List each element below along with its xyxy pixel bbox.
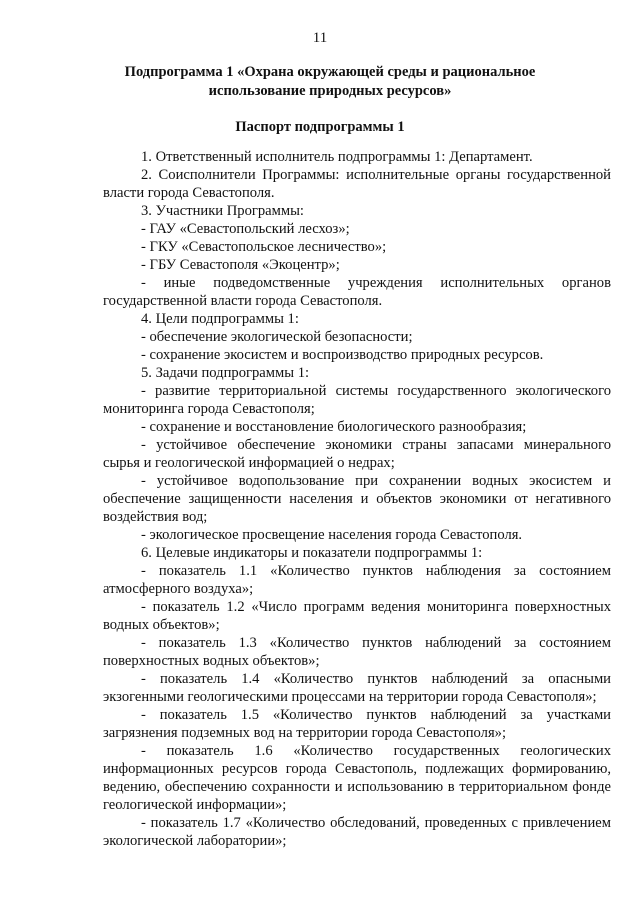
list-item: - сохранение и восстановление биологического разнообразия; <box>141 419 527 435</box>
section-heading: Паспорт подпрограммы 1 <box>235 119 405 135</box>
title-line-1: Подпрограмма 1 «Охрана окружающей среды и рациональное <box>124 64 536 80</box>
page-number: 11 <box>312 30 328 46</box>
indicator-item: - показатель 1.3 «Количество пунктов наблюдений за состоянием поверхностных водных объектов»; <box>103 635 611 669</box>
indicator-item: - показатель 1.6 «Количество государственных геологических информационных ресурсов города Севастополь, подлежащих формированию, ведению, обеспечению сохранности и использованию в территориальном фонде геологической информации»; <box>103 743 611 813</box>
document-title <box>60 63 600 101</box>
list-item: - сохранение экосистем и воспроизводство природных ресурсов. <box>141 347 544 363</box>
list-item: - иные подведомственные учреждения исполнительных органов государственной власти города Севастополя. <box>103 275 611 309</box>
list-item: - экологическое просвещение населения города Севастополя. <box>141 527 523 543</box>
paragraph: 3. Участники Программы: <box>141 203 304 219</box>
list-item: - обеспечение экологической безопасности; <box>141 329 413 345</box>
indicator-item: - показатель 1.1 «Количество пунктов наблюдения за состоянием атмосферного воздуха»; <box>103 563 611 597</box>
title-line-2: использование природных ресурсов» <box>208 83 452 99</box>
indicator-item: - показатель 1.5 «Количество пунктов наблюдений за участками загрязнения подземных вод на территории города Севастополя»; <box>103 707 611 741</box>
list-item: - ГКУ «Севастопольское лесничество»; <box>141 239 387 255</box>
list-item: - ГАУ «Севастопольский лесхоз»; <box>141 221 350 237</box>
paragraph: 2. Соисполнители Программы: исполнительные органы государственной власти города Севастополя. <box>103 167 611 201</box>
list-item: - устойчивое водопользование при сохранении водных экосистем и обеспечение защищенности населения и объектов экономики от негативного воздействия вод; <box>103 473 611 525</box>
list-item: - ГБУ Севастополя «Экоцентр»; <box>141 257 340 273</box>
list-item: - устойчивое обеспечение экономики страны запасами минерального сырья и геологической информацией о недрах; <box>103 437 611 471</box>
paragraph: 1. Ответственный исполнитель подпрограммы 1: Департамент. <box>141 149 533 165</box>
document-body <box>103 148 611 850</box>
indicator-item: - показатель 1.2 «Число программ ведения мониторинга поверхностных водных объектов»; <box>103 599 611 633</box>
indicator-item: - показатель 1.7 «Количество обследований, проведенных с привлечением экологической лаборатории»; <box>103 815 611 849</box>
paragraph: 6. Целевые индикаторы и показатели подпрограммы 1: <box>141 545 483 561</box>
list-item: - развитие территориальной системы государственного экологического мониторинга города Севастополя; <box>103 383 611 417</box>
paragraph: 4. Цели подпрограммы 1: <box>141 311 299 327</box>
paragraph: 5. Задачи подпрограммы 1: <box>141 365 310 381</box>
indicator-item: - показатель 1.4 «Количество пунктов наблюдений за опасными экзогенными геологическими процессами на территории города Севастополя»; <box>103 671 611 705</box>
